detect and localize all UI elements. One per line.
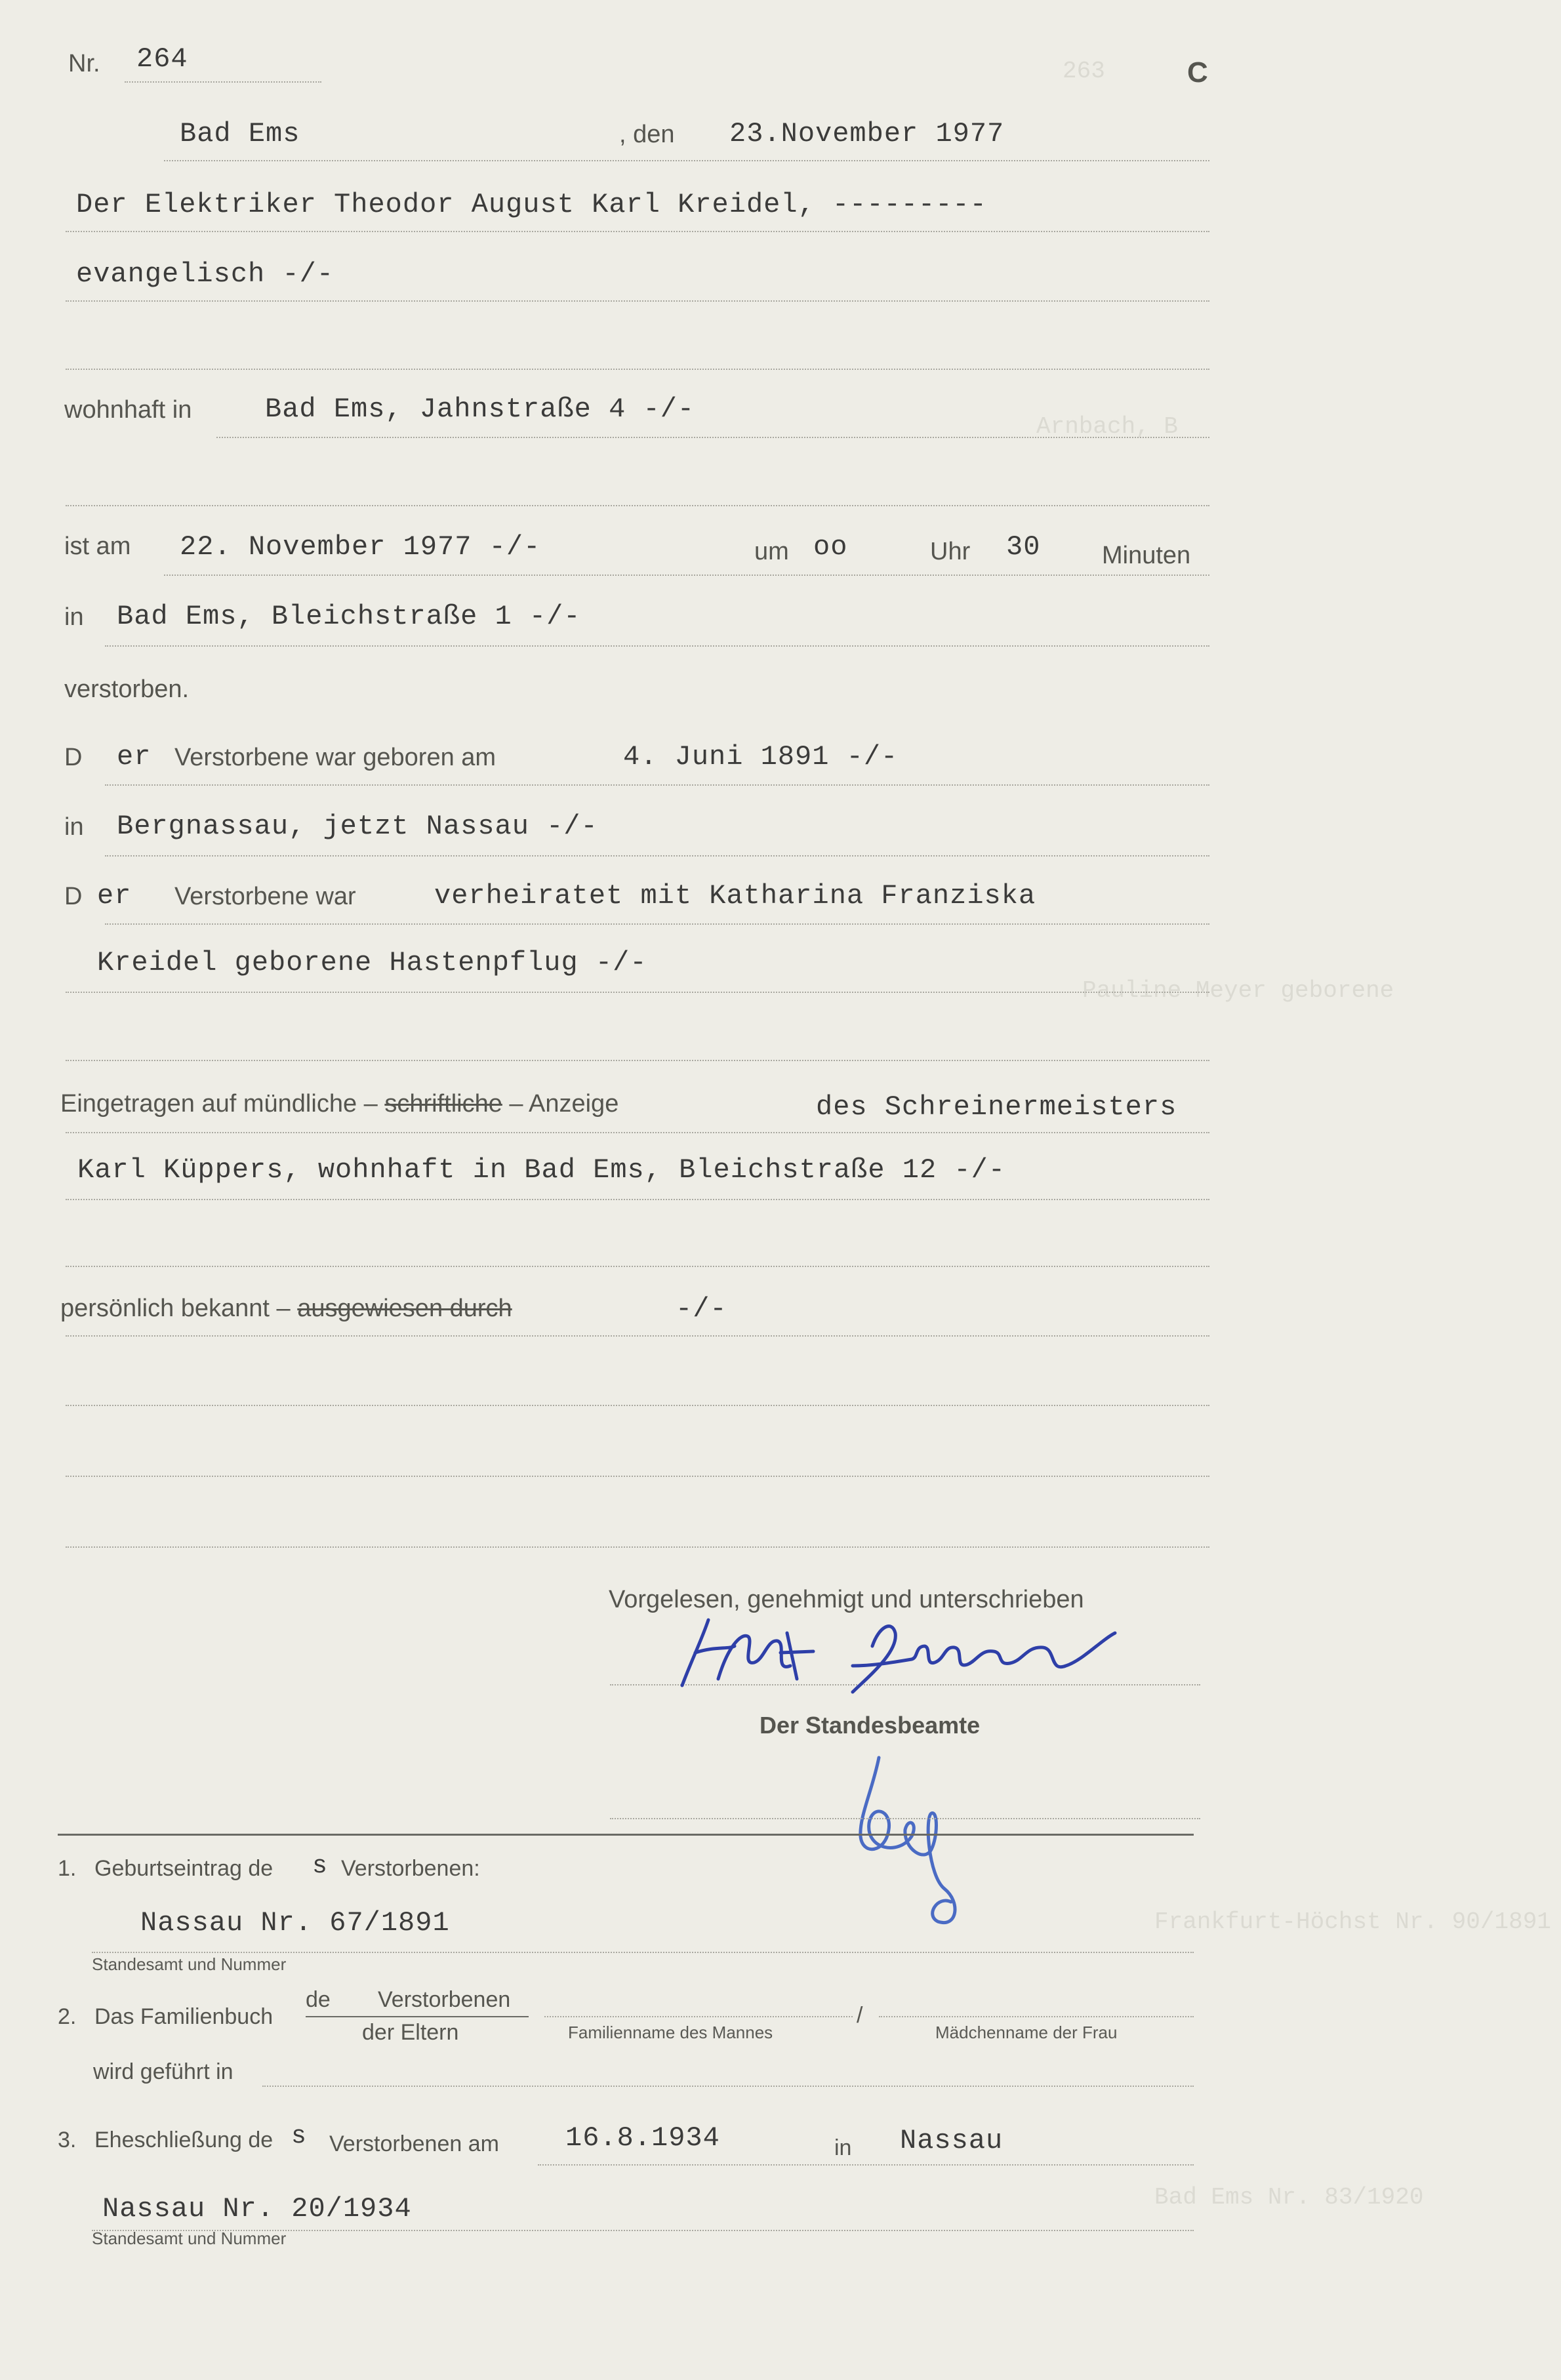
rule bbox=[66, 1132, 1209, 1133]
rule bbox=[92, 1952, 1194, 1953]
item1-number: 1. bbox=[58, 1856, 77, 1881]
rule bbox=[66, 1060, 1209, 1061]
death-minutes: 30 bbox=[1006, 531, 1041, 563]
item1-label2: Verstorbenen: bbox=[341, 1856, 480, 1881]
death-place: Bad Ems, Bleichstraße 1 -/- bbox=[117, 601, 581, 632]
rule bbox=[125, 81, 321, 83]
marriage-place: Nassau bbox=[900, 2125, 1004, 2156]
registrar-label: Der Standesbeamte bbox=[760, 1712, 981, 1739]
um-label: um bbox=[754, 538, 789, 565]
den-label: , den bbox=[619, 121, 675, 148]
birth-label: Verstorbene war geboren am bbox=[174, 744, 497, 771]
rule bbox=[66, 505, 1209, 506]
marriage-register-entry: Nassau Nr. 20/1934 bbox=[102, 2193, 412, 2225]
ghost-text: Arnbach, B bbox=[1036, 413, 1179, 440]
marital-status: verheiratet mit Katharina Franziska bbox=[434, 880, 1036, 912]
item2-wird-label: wird geführt in bbox=[93, 2059, 233, 2084]
deceased-name: Der Elektriker Theodor August Karl Kreidel, --------- bbox=[76, 189, 987, 220]
rule bbox=[262, 2086, 1194, 2087]
item2-slash: / bbox=[857, 2003, 863, 2028]
item3-number: 3. bbox=[58, 2128, 77, 2152]
religion: evangelisch -/- bbox=[76, 258, 334, 290]
item2-de: de bbox=[306, 1987, 331, 2012]
birth-register-entry: Nassau Nr. 67/1891 bbox=[140, 1907, 450, 1939]
rule bbox=[164, 160, 1209, 161]
rule bbox=[105, 855, 1209, 857]
record-number: 264 bbox=[136, 43, 188, 75]
verstorben-label: verstorben. bbox=[64, 676, 190, 703]
rule bbox=[66, 1335, 1209, 1337]
rule bbox=[66, 1476, 1209, 1477]
ghost-text: Bad Ems Nr. 83/1920 bbox=[1154, 2184, 1424, 2211]
rule bbox=[164, 575, 1209, 576]
registrar-signature bbox=[846, 1738, 971, 1935]
item1-gender-suffix: s bbox=[312, 1852, 328, 1880]
item2-caption-wife: Mädchenname der Frau bbox=[935, 2023, 1118, 2042]
record-number-label: Nr. bbox=[68, 50, 100, 77]
rule bbox=[538, 2164, 1194, 2166]
rule bbox=[66, 1405, 1209, 1406]
residence-value: Bad Ems, Jahnstraße 4 -/- bbox=[265, 393, 695, 425]
residence-label: wohnhaft in bbox=[64, 396, 192, 424]
identification-label: persönlich bekannt – ausgewiesen durch bbox=[60, 1295, 512, 1322]
informant-name: Karl Küppers, wohnhaft in Bad Ems, Bleichstraße 12 -/- bbox=[77, 1154, 1006, 1186]
minuten-label: Minuten bbox=[1102, 542, 1191, 569]
rule bbox=[66, 1546, 1209, 1548]
item2-number: 2. bbox=[58, 2004, 77, 2029]
spouse-name: Kreidel geborene Hastenpflug -/- bbox=[97, 947, 647, 978]
birth-gender-suffix: er bbox=[117, 741, 152, 773]
rule bbox=[66, 369, 1209, 370]
item2-verstorbenen: Verstorbenen bbox=[378, 1987, 511, 2012]
birth-d-label: D bbox=[64, 744, 83, 771]
item1-caption: Standesamt und Nummer bbox=[92, 1954, 287, 1974]
rule bbox=[66, 300, 1209, 302]
rule bbox=[66, 231, 1209, 232]
fraction-line bbox=[306, 2016, 529, 2017]
item3-in-label: in bbox=[834, 2135, 852, 2160]
death-place-label: in bbox=[64, 603, 84, 631]
marriage-label: Verstorbene war bbox=[174, 883, 356, 910]
rule bbox=[105, 923, 1209, 925]
death-date-label: ist am bbox=[64, 533, 131, 560]
ghost-text: Frankfurt-Höchst Nr. 90/1891 bbox=[1154, 1908, 1551, 1935]
read-approved-label: Vorgelesen, genehmigt und unterschrieben bbox=[609, 1586, 1084, 1613]
corner-letter: C bbox=[1187, 56, 1208, 89]
informant-title: des Schreinermeisters bbox=[816, 1091, 1177, 1123]
informant-signature bbox=[656, 1600, 1167, 1705]
ghost-text: Pauline Meyer geborene bbox=[1082, 977, 1394, 1004]
item3-caption: Standesamt und Nummer bbox=[92, 2229, 287, 2248]
death-hour: oo bbox=[813, 531, 848, 563]
rule bbox=[66, 1199, 1209, 1200]
item3-gender-suffix: s bbox=[291, 2122, 307, 2150]
birth-place: Bergnassau, jetzt Nassau -/- bbox=[117, 811, 598, 842]
birth-place-label: in bbox=[64, 813, 84, 841]
item3-label: Eheschließung de bbox=[94, 2128, 274, 2152]
item1-label: Geburtseintrag de bbox=[94, 1856, 274, 1881]
rule bbox=[610, 1818, 1200, 1819]
rule bbox=[66, 992, 1209, 993]
item3-label2: Verstorbenen am bbox=[329, 2131, 499, 2156]
rule bbox=[879, 2016, 1194, 2017]
item2-caption-husband: Familienname des Mannes bbox=[568, 2023, 773, 2042]
ghost-text: 263 bbox=[1063, 58, 1105, 85]
marriage-gender-suffix: er bbox=[97, 880, 132, 912]
rule bbox=[105, 645, 1209, 647]
registry-place: Bad Ems bbox=[180, 118, 300, 150]
rule bbox=[66, 1266, 1209, 1267]
rule bbox=[105, 784, 1209, 786]
death-date: 22. November 1977 -/- bbox=[180, 531, 541, 563]
item2-label: Das Familienbuch bbox=[94, 2004, 274, 2029]
rule bbox=[216, 437, 1209, 438]
identification-value: -/- bbox=[676, 1293, 727, 1325]
marriage-d-label: D bbox=[64, 883, 83, 910]
birth-date: 4. Juni 1891 -/- bbox=[623, 741, 899, 773]
rule bbox=[544, 2016, 853, 2017]
divider bbox=[58, 1834, 1194, 1836]
item2-der-eltern: der Eltern bbox=[362, 2020, 459, 2045]
registry-date: 23.November 1977 bbox=[729, 118, 1005, 150]
registration-label: Eingetragen auf mündliche – schriftliche – Anzeige bbox=[60, 1090, 619, 1118]
marriage-date: 16.8.1934 bbox=[565, 2122, 720, 2154]
uhr-label: Uhr bbox=[930, 538, 971, 565]
